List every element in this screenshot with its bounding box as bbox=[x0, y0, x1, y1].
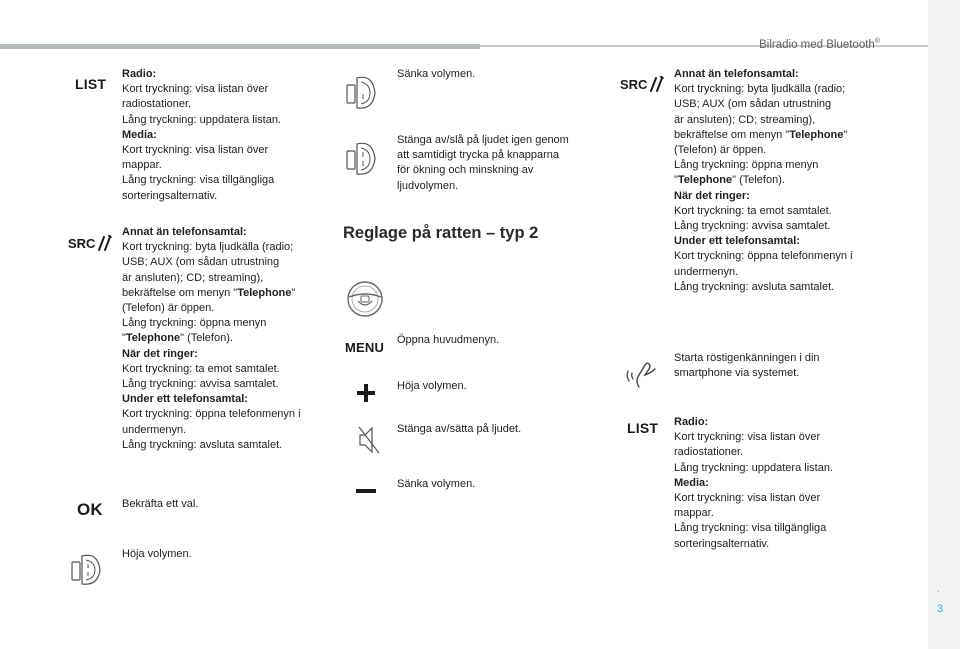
volume-wheel-mute-icon bbox=[345, 140, 385, 178]
steering-wheel-icon bbox=[344, 279, 386, 319]
section-title: Reglage på ratten – typ 2 bbox=[343, 224, 539, 242]
continuation-mark: . bbox=[937, 584, 940, 595]
col1-radio-media-text: Radio: Kort tryckning: visa listan över radiostationer. Lång tryckning: uppdatera listan. Media: Kort tryckning: visa listan över mappar. Lång tryckning: visa tillgängliga sorteringsalternativ. bbox=[122, 68, 281, 202]
header-title: Bilradio med Bluetooth® bbox=[759, 38, 880, 51]
col2-menu-text: Öppna huvudmenyn. bbox=[397, 334, 500, 346]
ok-button-icon: OK bbox=[77, 500, 103, 519]
col2-minus-text: Sänka volymen. bbox=[397, 478, 476, 490]
col2-plus-text: Höja volymen. bbox=[397, 380, 467, 392]
plus-icon bbox=[357, 384, 375, 402]
col2-vol-down-text: Sänka volymen. bbox=[397, 68, 476, 80]
minus-icon bbox=[356, 489, 376, 494]
voice-recognition-icon bbox=[625, 357, 659, 391]
col3-src-text: Annat än telefonsamtal: Kort tryckning: byta ljudkälla (radio; USB; AUX (om sådan utrustning är ansluten); CD; streaming), bekräftelse om menyn "Telephone" (Telefon) är öppen. Lång tryckning: öppna menyn "Telephone" (Telefon). När det ringer: Kort tryckning: ta emot samtalet. Lång tryckning: avvisa samtalet. Under ett telefonsamtal: Kort tryckning: öppna telefonmenyn i undermenyn. Lång tryckning: avsluta samtalet. bbox=[674, 68, 853, 293]
page-number: 3 bbox=[937, 603, 944, 615]
col1-ok-text: Bekräfta ett val. bbox=[122, 498, 199, 510]
volume-wheel-icon bbox=[70, 552, 110, 588]
header-rule-left bbox=[0, 44, 480, 49]
col2-mute2-text: Stänga av/sätta på ljudet. bbox=[397, 423, 522, 435]
col1-src-text: Annat än telefonsamtal: Kort tryckning: byta ljudkälla (radio; USB; AUX (om sådan utrustning är ansluten); CD; streaming), bekräftelse om menyn "Telephone" (Telefon) är öppen. Lång tryckning: öppna menyn "Telephone" (Telefon). När det ringer: Kort tryckning: ta emot samtalet. Lång tryckning: avvisa samtalet. Under ett telefonsamtal: Kort tryckning: öppna telefonmenyn i undermenyn. Lång tryckning: avsluta samtalet. bbox=[122, 226, 301, 451]
page-side-strip bbox=[928, 0, 960, 649]
col2-mute-text: Stänga av/slå på ljudet igen genom att samtidigt trycka på knapparna för ökning och minskning av ljudvolymen. bbox=[397, 134, 569, 192]
list-button-icon-2: LIST bbox=[627, 420, 659, 436]
menu-button-icon: MENU bbox=[345, 340, 385, 355]
col1-vol-up-text: Höja volymen. bbox=[122, 548, 192, 560]
col3-voice-text: Starta röstigenkänningen i din smartphone via systemet. bbox=[674, 352, 820, 380]
col3-radio-media-text: Radio: Kort tryckning: visa listan över radiostationer. Lång tryckning: uppdatera listan. Media: Kort tryckning: visa listan över mappar. Lång tryckning: visa tillgängliga sorteringsalternativ. bbox=[674, 416, 833, 550]
list-button-icon: LIST bbox=[75, 76, 107, 92]
volume-wheel-down-icon bbox=[345, 74, 385, 112]
src-phone-icon-2: SRC bbox=[620, 75, 665, 93]
mute-icon bbox=[358, 425, 380, 455]
src-phone-icon: SRC bbox=[68, 234, 113, 252]
